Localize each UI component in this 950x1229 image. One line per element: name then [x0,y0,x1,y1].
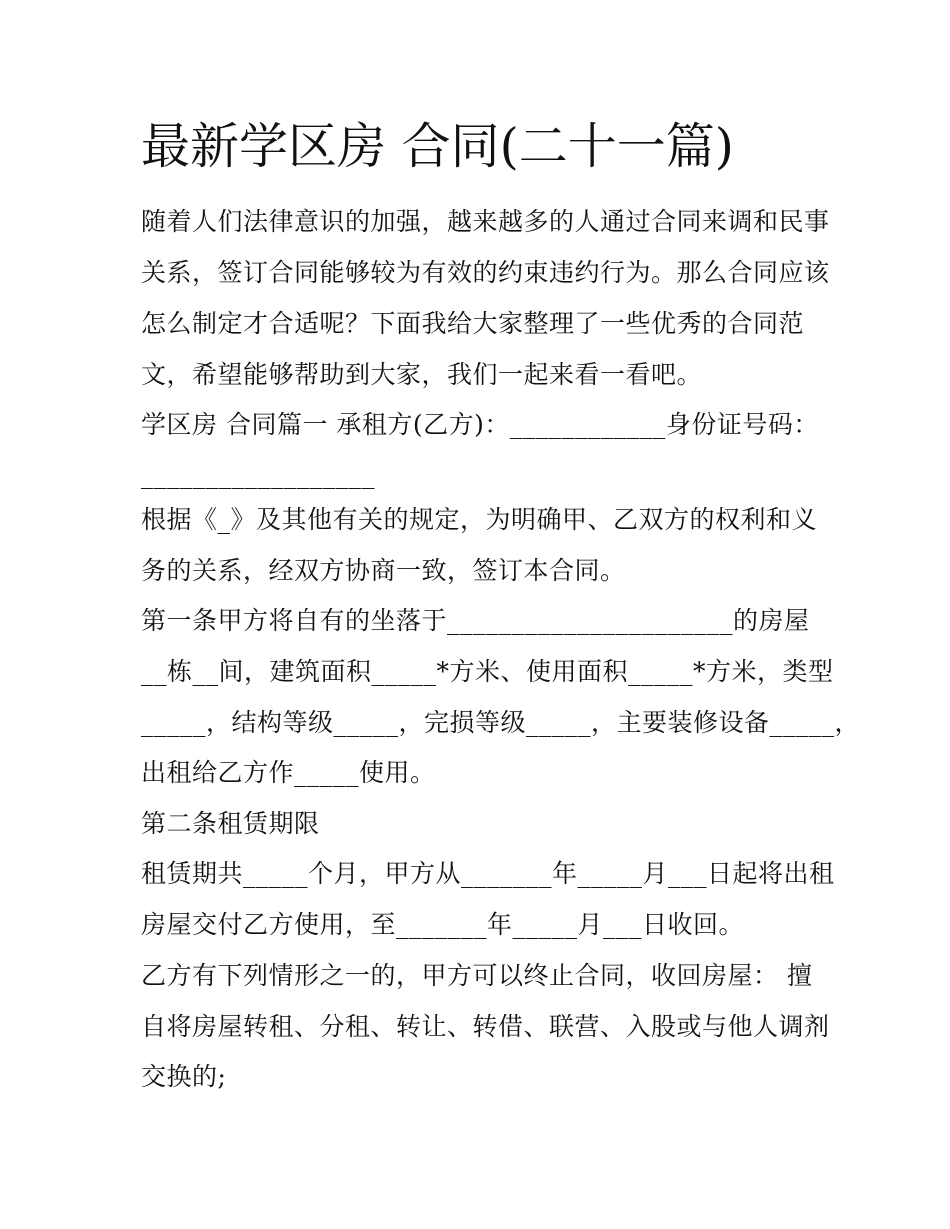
body-line-17: 自将房屋转租、分租、转让、转借、联营、入股或与他人调剂 [141,1012,830,1041]
body-line-11: _____，结构等级_____，完损等级_____，主要装修设备_____， [141,708,861,737]
body-line-3: 怎么制定才合适呢？下面我给大家整理了一些优秀的合同范 [141,309,805,338]
body-line-6: __________________ [141,460,375,489]
body-line-8: 务的关系，经双方协商一致，签订本合同。 [141,556,626,585]
body-line-7: 根据《_》及其他有关的规定，为明确甲、乙双方的权利和义 [141,505,818,534]
body-line-13: 第二条租赁期限 [141,809,320,838]
body-line-1: 随着人们法律意识的加强，越来越多的人通过合同来调和民事 [141,207,830,236]
body-line-5: 学区房 合同篇一 承租方(乙方)：____________身份证号码： [141,410,819,439]
body-line-4: 文，希望能够帮助到大家，我们一起来看一看吧。 [141,360,703,389]
body-line-16: 乙方有下列情形之一的，甲方可以终止合同，收回房屋： 擅 [141,961,813,990]
body-line-10: __栋__间，建筑面积_____*方米、使用面积_____*方米，类型 [141,657,834,686]
document-title: 最新学区房 合同(二十一篇) [141,118,734,175]
body-line-18: 交换的; [141,1062,227,1091]
body-line-12: 出租给乙方作_____使用。 [141,758,436,787]
body-line-9: 第一条甲方将自有的坐落于______________________的房屋 [141,606,810,635]
body-line-14: 租赁期共_____个月，甲方从_______年_____月___日起将出租 [141,859,835,888]
body-line-2: 关系，签订合同能够较为有效的约束违约行为。那么合同应该 [141,258,830,287]
body-line-15: 房屋交付乙方使用，至_______年_____月___日收回。 [141,910,745,939]
